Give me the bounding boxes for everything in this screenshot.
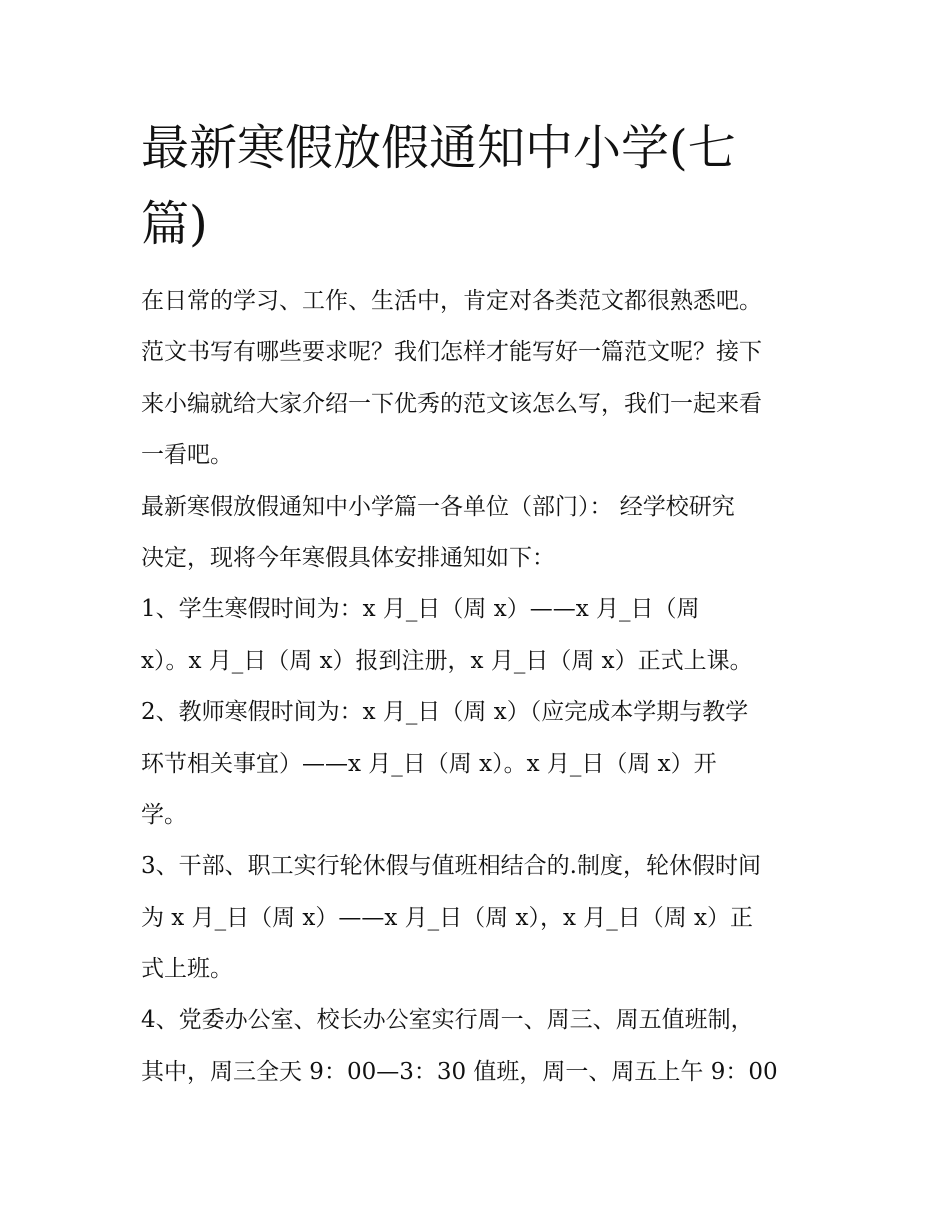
body-line: 1、学生寒假时间为：x 月_日（周 x）——x 月_日（周 [141,596,700,623]
body-line: 4、党委办公室、校长办公室实行周一、周三、周五值班制， [141,1007,754,1034]
body-line: 3、干部、职工实行轮休假与值班相结合的.制度，轮休假时间 [141,853,761,880]
body-line: 范文书写有哪些要求呢？我们怎样才能写好一篇范文呢？接下 [141,339,762,366]
title-line: 最新寒假放假通知中小学(七 [141,120,736,176]
body-line: 2、教师寒假时间为：x 月_日（周 x）（应完成本学期与教学 [141,699,749,726]
body-line: 决定，现将今年寒假具体安排通知如下： [141,544,555,571]
body-line: 一看吧。 [141,442,233,469]
body-line: 最新寒假放假通知中小学篇一各单位（部门）： 经学校研究 [141,493,735,520]
body-line: 其中，周三全天 9：00—3：30 值班，周一、周五上午 9：00 [141,1058,778,1085]
body-line: 来小编就给大家介绍一下优秀的范文该怎么写，我们一起来看 [141,390,762,417]
document-title [141,110,801,262]
body-line: 为 x 月_日（周 x）——x 月_日（周 x），x 月_日（周 x）正 [141,904,754,931]
body-line: 式上班。 [141,956,233,983]
body-line: 在日常的学习、工作、生活中，肯定对各类范文都很熟悉吧。 [141,288,762,314]
title-line: 篇) [141,196,208,252]
body-line: x）。x 月_日（周 x）报到注册，x 月_日（周 x）正式上课。 [141,647,753,674]
document-body [141,276,813,1098]
body-line: 学。 [141,801,187,828]
body-line: 环节相关事宜）——x 月_日（周 x）。x 月_日（周 x）开 [141,750,717,777]
